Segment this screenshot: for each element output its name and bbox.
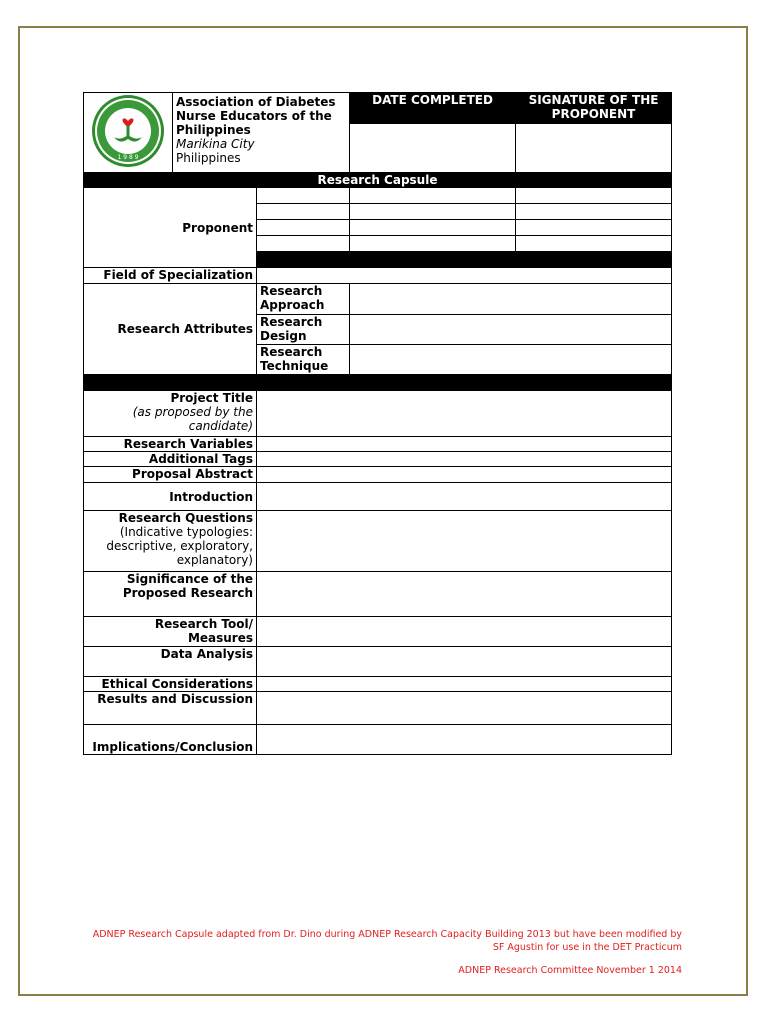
adnep-logo-icon <box>90 93 166 169</box>
org-name-line2: Nurse Educators of the <box>176 109 332 123</box>
research-capsule-form <box>83 92 672 755</box>
research-variables-field[interactable] <box>257 437 672 452</box>
proponent-cell[interactable] <box>350 204 516 220</box>
introduction-field[interactable] <box>257 483 672 511</box>
research-questions-note: (Indicative typologies: descriptive, exploratory, explanatory) <box>106 525 253 567</box>
proponent-cell[interactable] <box>257 220 350 236</box>
research-questions-label: Research Questions <box>118 511 253 525</box>
logo-cell <box>84 93 173 173</box>
proposal-abstract-field[interactable] <box>257 467 672 483</box>
research-variables-label: Research Variables <box>84 437 257 452</box>
results-discussion-label: Results and Discussion <box>84 692 257 725</box>
implications-field[interactable] <box>257 725 672 755</box>
research-approach-label: Research Approach <box>257 284 350 315</box>
research-approach-field[interactable] <box>350 284 672 315</box>
ethical-considerations-label: Ethical Considerations <box>84 677 257 692</box>
project-title-label-cell <box>84 391 257 437</box>
introduction-label: Introduction <box>84 483 257 511</box>
significance-label: Significance of the Proposed Research <box>84 572 257 617</box>
proponent-cell[interactable] <box>516 236 672 252</box>
proposal-abstract-label: Proposal Abstract <box>84 467 257 483</box>
proponent-cell[interactable] <box>350 220 516 236</box>
research-tool-field[interactable] <box>257 617 672 647</box>
research-design-field[interactable] <box>350 315 672 345</box>
project-title-field[interactable] <box>257 391 672 437</box>
data-analysis-field[interactable] <box>257 647 672 677</box>
implications-label: Implications/Conclusion <box>84 725 257 755</box>
research-technique-label: Research Technique <box>257 345 350 375</box>
footer-committee: ADNEP Research Committee November 1 2014 <box>458 965 682 976</box>
project-title-note: (as proposed by the candidate) <box>132 405 253 433</box>
signature-field[interactable] <box>516 124 672 173</box>
field-of-specialization-field[interactable] <box>257 268 672 284</box>
signature-header: SIGNATURE OF THE PROPONENT <box>516 93 672 124</box>
proponent-cell[interactable] <box>257 188 350 204</box>
proponent-cell[interactable] <box>257 236 350 252</box>
research-attributes-label: Research Attributes <box>84 284 257 375</box>
research-questions-label-cell <box>84 511 257 572</box>
research-tool-label: Research Tool/ Measures <box>84 617 257 647</box>
research-design-label: Research Design <box>257 315 350 345</box>
proponent-divider <box>257 252 672 268</box>
proponent-label: Proponent <box>84 188 257 268</box>
date-completed-field[interactable] <box>350 124 516 173</box>
date-completed-header: DATE COMPLETED <box>350 93 516 124</box>
footer-note: ADNEP Research Capsule adapted from Dr. Dino during ADNEP Research Capacity Building 2013 but have been modified by SF Agustin for use in the DET Practicum <box>92 929 682 953</box>
significance-field[interactable] <box>257 572 672 617</box>
research-questions-field[interactable] <box>257 511 672 572</box>
proponent-cell[interactable] <box>516 220 672 236</box>
org-city: Marikina City <box>176 137 255 151</box>
org-name-line1: Association of Diabetes <box>176 95 336 109</box>
data-analysis-label: Data Analysis <box>84 647 257 677</box>
research-capsule-title: Research Capsule <box>84 173 672 188</box>
proponent-cell[interactable] <box>257 204 350 220</box>
org-info <box>173 93 350 173</box>
research-technique-field[interactable] <box>350 345 672 375</box>
section-divider <box>84 375 672 391</box>
additional-tags-field[interactable] <box>257 452 672 467</box>
org-name-line3: Philippines <box>176 123 251 137</box>
proponent-cell[interactable] <box>350 236 516 252</box>
proponent-cell[interactable] <box>350 188 516 204</box>
field-of-specialization-label: Field of Specialization <box>84 268 257 284</box>
proponent-cell[interactable] <box>516 204 672 220</box>
ethical-considerations-field[interactable] <box>257 677 672 692</box>
logo-year: 1 9 8 9 <box>117 154 139 161</box>
additional-tags-label: Additional Tags <box>84 452 257 467</box>
results-discussion-field[interactable] <box>257 692 672 725</box>
proponent-cell[interactable] <box>516 188 672 204</box>
org-country: Philippines <box>176 151 241 165</box>
project-title-label: Project Title <box>170 391 253 405</box>
